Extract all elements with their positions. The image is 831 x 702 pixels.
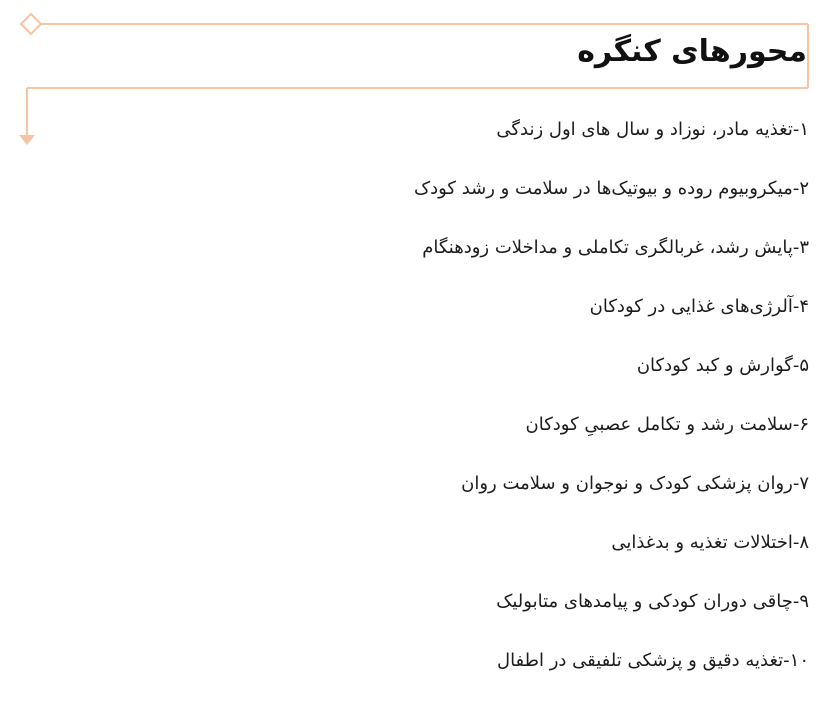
diamond-icon: [21, 14, 41, 34]
list-item: ۸-اختلالات تغذیه و بدغذایی: [611, 532, 809, 553]
list-item: ۱۰-تغذیه دقیق و پزشکی تلفیقی در اطفال: [496, 650, 809, 671]
topics-list: [414, 112, 809, 702]
list-item: ۱-تغذیه مادر، نوزاد و سال های اول زندگی: [496, 119, 809, 140]
list-item: ۵-گوارش و کبد کودکان: [636, 355, 809, 376]
list-item: ۲-میکروبیوم روده و بیوتیک‌ها در سلامت و رشد کودک: [413, 178, 809, 199]
list-item: ۹-چاقی دوران کودکی و پیامدهای متابولیک: [496, 591, 809, 612]
list-item: ۴-آلرژی‌های غذایی در کودکان: [589, 296, 809, 317]
arrow-down-icon: [19, 135, 35, 145]
list-item: ۷-روان پزشکی کودک و نوجوان و سلامت روان: [461, 473, 809, 494]
list-item: ۶-سلامت رشد و تکامل عصبیِ کودکان: [525, 414, 809, 435]
page-title: محورهای کنگره: [577, 34, 807, 69]
list-item: ۳-پایش رشد، غربالگری تکاملی و مداخلات زودهنگام: [422, 237, 809, 258]
